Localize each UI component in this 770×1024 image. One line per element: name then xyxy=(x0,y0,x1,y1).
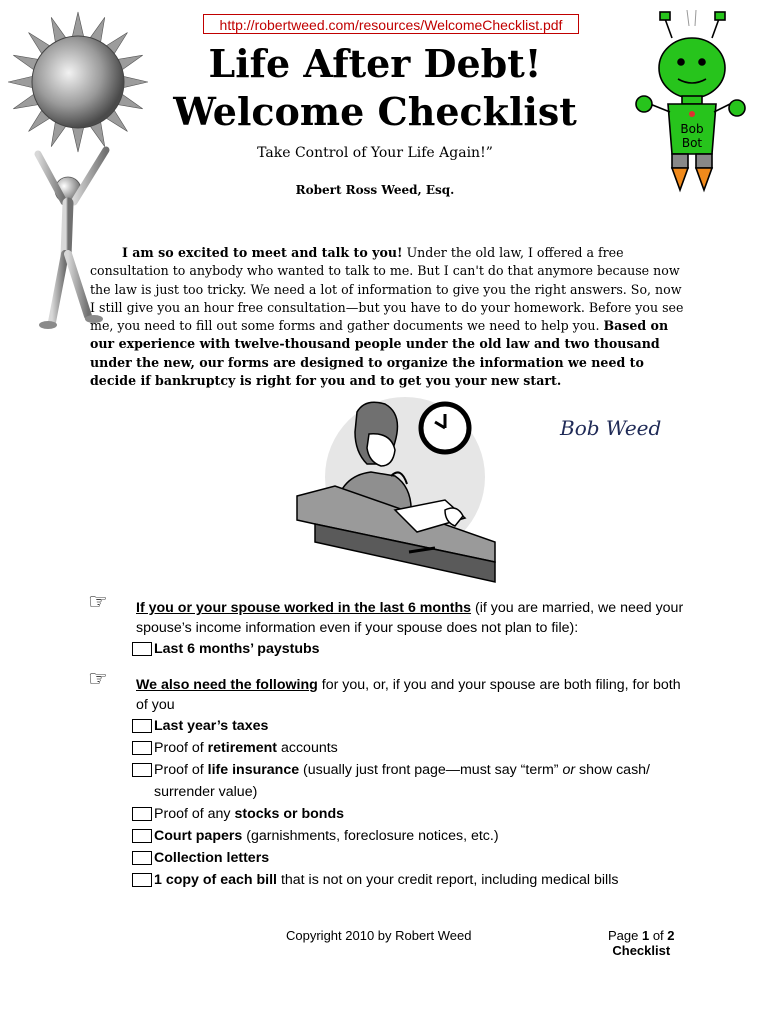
checkbox[interactable] xyxy=(132,873,152,887)
item-text: accounts xyxy=(277,740,338,756)
author-name: Robert Ross Weed, Esq. xyxy=(295,183,455,197)
footer-copyright: Copyright 2010 by Robert Weed xyxy=(286,928,472,943)
item-label: retirement xyxy=(207,740,278,756)
checklist-item[interactable] xyxy=(132,638,688,660)
section-income-heading: If you or your spouse worked in the last 6 months xyxy=(136,600,472,616)
item-text: or xyxy=(562,762,576,778)
page-number: Page 1 of 2 xyxy=(608,928,675,943)
intro-body: Under the old law, I offered a free consultation to anybody who wanted to talk to me. But I can't do that anymore because now the law is just too tricky. We need a lot of information to give you the right answers. So, now I still give you an hour free consultation—but you have to do your homework. Before you see me, you need to fill out some forms and gather documents we need to help you. xyxy=(90,245,684,334)
url-box[interactable] xyxy=(203,14,579,34)
item-text: (usually just front page—must say “term” xyxy=(299,762,563,778)
title-line-2: Welcome Checklist xyxy=(173,89,577,134)
checklist-item[interactable] xyxy=(132,803,688,825)
checklist-item[interactable] xyxy=(132,847,688,869)
url-link[interactable]: http://robertweed.com/resources/WelcomeChecklist.pdf xyxy=(219,17,563,33)
item-text: (garnishments, foreclosure notices, etc.) xyxy=(242,828,499,844)
pointing-hand-icon: ☞ xyxy=(88,666,108,691)
document-name: Checklist xyxy=(612,943,671,958)
checklist-item[interactable] xyxy=(132,715,688,737)
bob-bot-robot-illustration xyxy=(630,4,760,194)
item-text: Proof of xyxy=(154,740,208,756)
checklist-item[interactable] xyxy=(132,869,688,891)
item-label: 1 copy of each bill xyxy=(154,872,277,888)
section-income-text xyxy=(136,598,688,638)
person-at-desk-illustration xyxy=(295,392,510,592)
checklist-item[interactable] xyxy=(132,759,688,803)
subtitle: Take Control of Your Life Again!” xyxy=(257,145,493,161)
signature: Bob Weed xyxy=(560,416,662,440)
robot-label-line-1: Bob xyxy=(680,122,704,136)
checkbox[interactable] xyxy=(132,807,152,821)
checkbox[interactable] xyxy=(132,851,152,865)
section-income-description: (if you are married, we need your spouse’s income information even if your spouse does not plan to file): xyxy=(136,600,684,636)
item-label: Court papers xyxy=(154,828,243,844)
checkbox[interactable] xyxy=(132,741,152,755)
intro-bold-end: Based on our experience with twelve-thousand people under the old law and two thousand under the new, our forms are designed to organize the information we need to decide if bankruptcy is right for you and to get you your new start. xyxy=(90,318,669,389)
section-documents xyxy=(88,666,688,891)
section-documents-heading: We also need the following xyxy=(136,677,318,693)
item-label: Last 6 months’ paystubs xyxy=(154,641,320,657)
item-label: life insurance xyxy=(207,762,300,778)
document-title xyxy=(140,40,610,136)
item-label: Last year’s taxes xyxy=(154,718,269,734)
item-text: Proof of any xyxy=(154,806,235,822)
item-label: stocks or bonds xyxy=(234,806,345,822)
title-line-1: Life After Debt! xyxy=(208,41,542,86)
checklist-item[interactable] xyxy=(132,737,688,759)
item-text: Proof of xyxy=(154,762,208,778)
section-documents-description: for you, or, if you and your spouse are both filing, for both of you xyxy=(136,677,681,713)
checkbox[interactable] xyxy=(132,719,152,733)
section-documents-text xyxy=(136,675,688,715)
checkbox[interactable] xyxy=(132,642,152,656)
pointing-hand-icon: ☞ xyxy=(88,589,108,614)
intro-bold-start: I am so excited to meet and talk to you! xyxy=(122,245,403,260)
intro-paragraph xyxy=(90,244,690,390)
section-income xyxy=(88,589,688,660)
footer-page-info xyxy=(608,928,675,958)
item-label: Collection letters xyxy=(154,850,270,866)
robot-label-line-2: Bot xyxy=(681,136,703,150)
checklist-item[interactable] xyxy=(132,825,688,847)
checkbox[interactable] xyxy=(132,763,152,777)
checkbox[interactable] xyxy=(132,829,152,843)
item-text: show cash/ surrender value) xyxy=(154,762,650,800)
item-text: that is not on your credit report, including medical bills xyxy=(277,872,619,888)
